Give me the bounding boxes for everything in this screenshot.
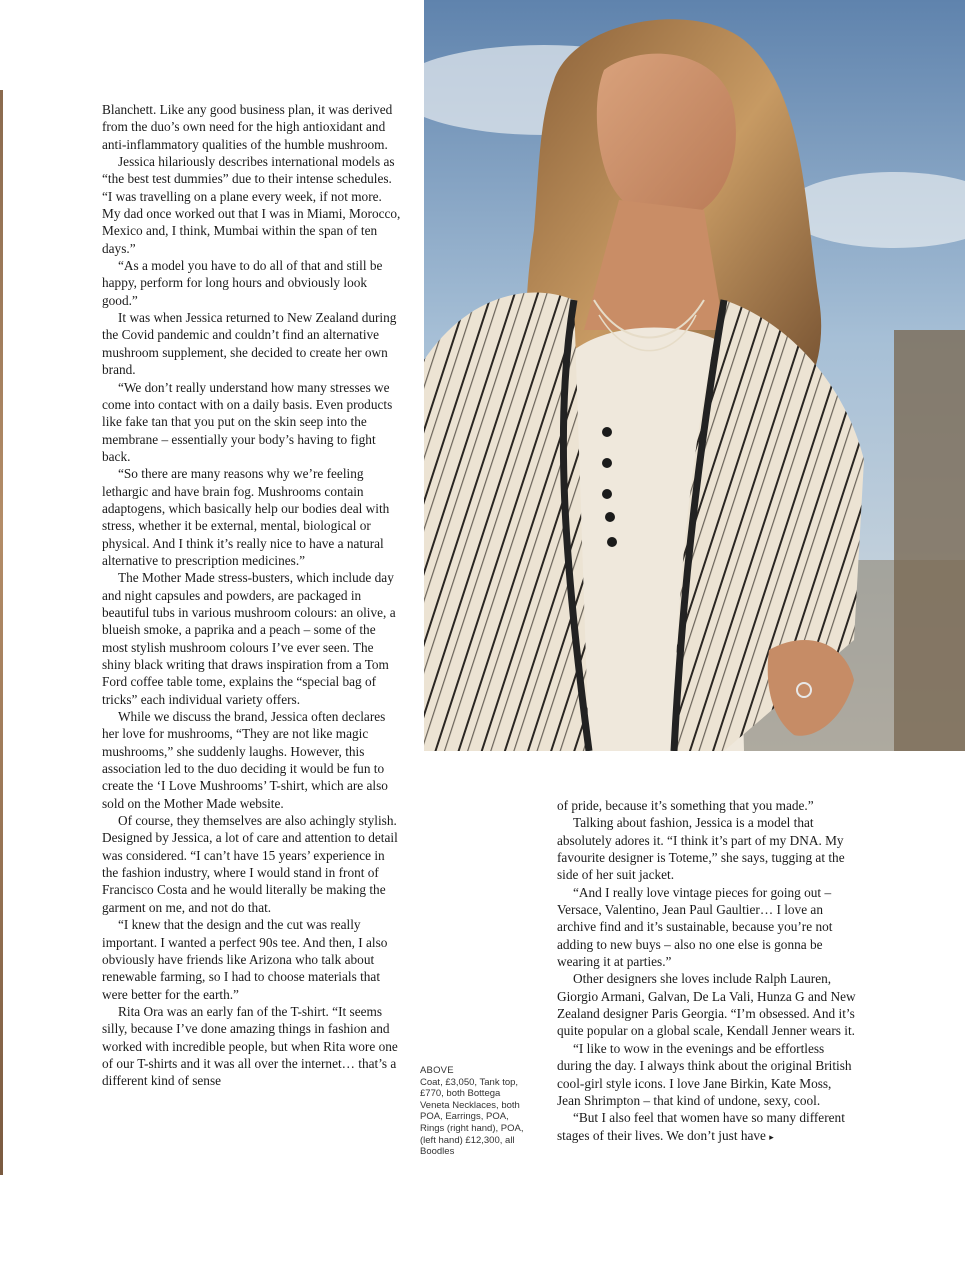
photo-caption: [420, 1065, 532, 1158]
paragraph: Talking about fashion, Jessica is a model that absolutely adores it. “I think it’s part of my DNA. My favourite designer is Toteme,” she says, tugging at the side of her suit jacket.: [557, 815, 845, 883]
paragraph: “And I really love vintage pieces for going out – Versace, Valentino, Jean Paul Gaultier… I love an archive find and it’s sustainable, because you’re not adding to new buys – also no one else is gonna be wearing it at parties.”: [557, 884, 833, 970]
caption-body: Coat, £3,050, Tank top, £770, both Bottega Veneta Necklaces, both POA, Earrings, POA, Rings (right hand), POA, (left hand) £12,300, all Boodles: [420, 1076, 524, 1158]
paragraph: “I like to wow in the evenings and be effortless during the day. I always think about the original British cool-girl style icons. I love Jane Birkin, Kate Moss, Jean Shrimpton – that kind of undone, sexy, cool.: [557, 1040, 852, 1108]
paragraph: While we discuss the brand, Jessica often declares her love for mushrooms, “They are not like magic mushrooms,” she suddenly laughs. However, this association led to the duo deciding it would be fun to create the ‘I Love Mushrooms’ T-shirt, which are also sold on the Mother Made website.: [102, 709, 388, 811]
caption-heading: ABOVE: [420, 1065, 454, 1076]
paragraph: The Mother Made stress-busters, which include day and night capsules and powders, are packaged in beautiful tubs in various mushroom colours: an olive, a blueish smoke, a paprika and a peach – some of the most stylish mushroom colours I’ve ever seen. The shiny black writing that draws inspiration from a Tom Ford coffee table tome, explains the “special bag of tricks” each individual variety offers.: [102, 570, 396, 707]
paragraph: Rita Ora was an early fan of the T-shirt. “It seems silly, because I’ve done amazing things in fashion and worked with incredible people, but when Rita wore one of our T-shirts and it was all over the internet… that’s a different kind of sense: [102, 1003, 398, 1089]
paragraph: “We don’t really understand how many stresses we come into contact with on a daily basis. Even products like fake tan that you put on the skin seep into the membrane – essentially your body’s having to fight back.: [102, 379, 393, 464]
paragraph: “So there are many reasons why we’re feeling lethargic and have brain fog. Mushrooms contain adaptogens, which basically help our bodies deal with stress, whether it be external, mental, biological or physical. And I think it’s really nice to have a natural alternative to prescription medicines.”: [102, 466, 390, 568]
page-edge-strip: [0, 90, 3, 1175]
photo-illustration: [424, 0, 965, 751]
article-column-right: [557, 797, 857, 1146]
article-column-left: [102, 101, 402, 1090]
paragraph: “As a model you have to do all of that and still be happy, perform for long hours and obviously look good.”: [102, 258, 383, 308]
continue-arrow-icon: ▸: [769, 1131, 774, 1142]
paragraph: Blanchett. Like any good business plan, it was derived from the duo’s own need for the high antioxidant and anti-inflammatory qualities of the humble mushroom.: [102, 102, 393, 152]
paragraph: It was when Jessica returned to New Zealand during the Covid pandemic and couldn’t find an alternative mushroom supplement, she decided to create her own brand.: [102, 310, 397, 378]
paragraph: “I knew that the design and the cut was really important. I wanted a perfect 90s tee. And then, I also obviously have friends like Arizona who talk about renewable farming, so I had to choose materials that were better for the earth.”: [102, 917, 388, 1002]
paragraph: of pride, because it’s something that you made.”: [557, 798, 814, 813]
paragraph: Other designers she loves include Ralph Lauren, Giorgio Armani, Galvan, De La Vali, Hunza G and New Zealand designer Paris Georgia. “I’m obsessed. And it’s quite popular on a global scale, Kendall Jenner wears it.: [557, 971, 856, 1039]
paragraph: Of course, they themselves are also achingly stylish. Designed by Jessica, a lot of care and attention to detail was considered. “I can’t have 15 years’ experience in the fashion industry, where I would stand in front of Francisco Costa and he would literally be making the garment on me, and not do that.: [102, 813, 398, 915]
paragraph: Jessica hilariously describes international models as “the best test dummies” due to their intense schedules. “I was travelling on a plane every week, if not more. My dad once worked out that I was in Miami, Morocco, Mexico and, I think, Mumbai within the span of ten days.”: [102, 154, 401, 256]
paragraph-text: “But I also feel that women have so many different stages of their lives. We don’t just have: [557, 1110, 845, 1143]
fashion-photo: [424, 0, 965, 751]
paragraph: [557, 1109, 857, 1146]
